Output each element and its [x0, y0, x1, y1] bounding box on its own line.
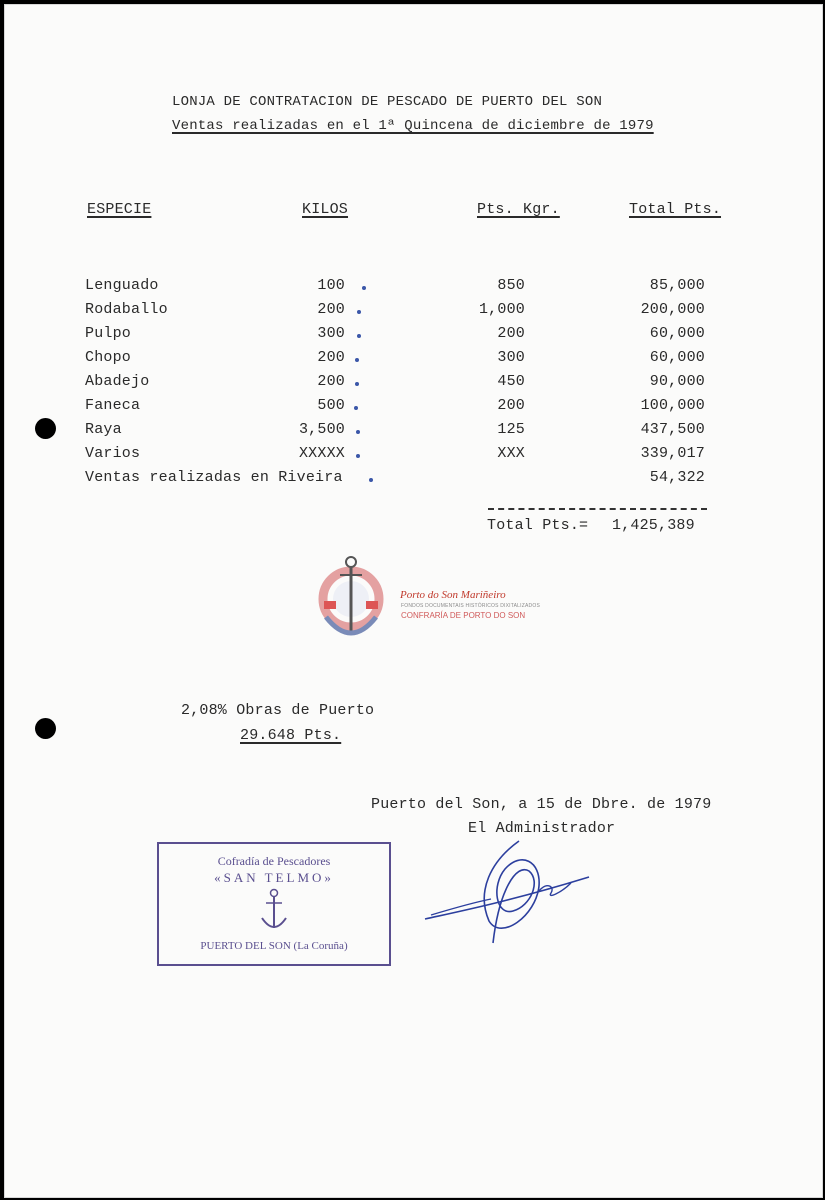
administrator-title: El Administrador	[468, 820, 616, 837]
watermark-org: CONFRARÍA DE PORTO DO SON	[401, 611, 526, 620]
kilos-cell: XXXXX	[298, 445, 345, 462]
document-title: LONJA DE CONTRATACION DE PESCADO DE PUERTO DEL SON	[172, 94, 603, 110]
price-cell: XXX	[497, 445, 525, 462]
total-cell: 60,000	[649, 325, 705, 342]
column-header-price: Pts. Kgr.	[477, 201, 560, 218]
species-cell: Faneca	[85, 397, 141, 414]
kilos-cell: 100	[317, 277, 345, 294]
total-cell: 437,500	[640, 421, 705, 438]
column-header-species: ESPECIE	[87, 201, 152, 218]
check-mark	[356, 454, 360, 458]
species-cell: Chopo	[85, 349, 132, 366]
punch-hole	[35, 418, 56, 439]
anchor-icon	[318, 553, 384, 649]
punch-hole	[35, 718, 56, 739]
kilos-cell: 200	[317, 301, 345, 318]
total-cell: 85,000	[649, 277, 705, 294]
total-cell: 90,000	[649, 373, 705, 390]
total-rule	[488, 508, 707, 510]
check-mark	[355, 358, 359, 362]
check-mark	[354, 406, 358, 410]
stamp-line2: «SAN TELMO»	[214, 870, 334, 885]
species-cell: Pulpo	[85, 325, 132, 342]
watermark-tagline: FONDOS DOCUMENTAIS HISTÓRICOS DIXITALIZADOS	[401, 603, 540, 609]
kilos-cell: 500	[317, 397, 345, 414]
check-mark	[357, 310, 361, 314]
price-cell: 200	[497, 397, 525, 414]
species-cell: Ventas realizadas en Riveira	[85, 469, 343, 486]
price-cell: 450	[497, 373, 525, 390]
column-header-total: Total Pts.	[629, 201, 722, 218]
total-cell: 60,000	[649, 349, 705, 366]
grand-total-value: 1,425,389	[612, 517, 695, 534]
check-mark	[369, 478, 373, 482]
price-cell: 200	[497, 325, 525, 342]
price-cell: 125	[497, 421, 525, 438]
check-mark	[356, 430, 360, 434]
watermark-name: Porto do Son Mariñeiro	[400, 589, 506, 601]
species-cell: Raya	[85, 421, 122, 438]
check-mark	[355, 382, 359, 386]
stamp-line3: PUERTO DEL SON (La Coruña)	[200, 940, 348, 952]
total-cell: 339,017	[640, 445, 705, 462]
total-cell: 200,000	[640, 301, 705, 318]
cofradia-stamp	[157, 842, 391, 966]
species-cell: Abadejo	[85, 373, 150, 390]
column-header-kilos: KILOS	[302, 201, 349, 218]
kilos-cell: 200	[317, 349, 345, 366]
total-cell: 54,322	[649, 469, 705, 486]
document-page	[4, 4, 823, 1198]
species-cell: Rodaballo	[85, 301, 168, 318]
kilos-cell: 3,500	[298, 421, 345, 438]
kilos-cell: 300	[317, 325, 345, 342]
port-works-amount: 29.648 Pts.	[240, 727, 342, 744]
administrator-signature	[421, 831, 591, 951]
kilos-cell: 200	[317, 373, 345, 390]
species-cell: Varios	[85, 445, 141, 462]
stamp-anchor-icon	[259, 888, 289, 934]
stamp-line1: Cofradía de Pescadores	[217, 854, 331, 868]
price-cell: 850	[497, 277, 525, 294]
price-cell: 1,000	[478, 301, 525, 318]
price-cell: 300	[497, 349, 525, 366]
port-works-rate: 2,08% Obras de Puerto	[181, 702, 375, 719]
total-cell: 100,000	[640, 397, 705, 414]
check-mark	[362, 286, 366, 290]
species-cell: Lenguado	[85, 277, 159, 294]
document-subtitle: Ventas realizadas en el 1ª Quincena de diciembre de 1979	[172, 118, 654, 134]
place-date: Puerto del Son, a 15 de Dbre. de 1979	[371, 796, 712, 813]
check-mark	[357, 334, 361, 338]
grand-total-label: Total Pts.=	[487, 517, 589, 534]
